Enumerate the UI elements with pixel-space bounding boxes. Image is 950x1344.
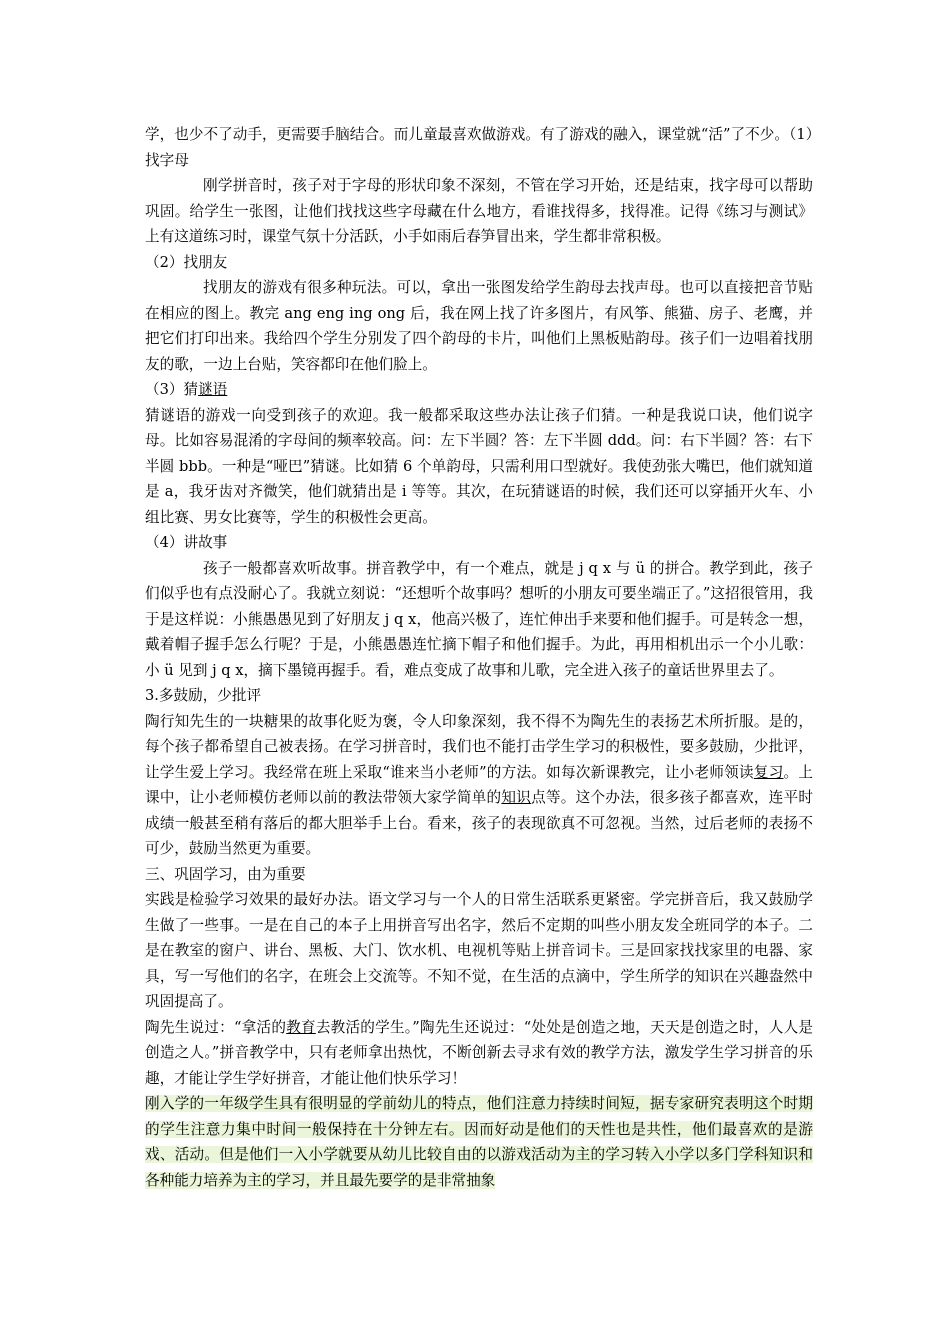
- paragraph-p3: [145, 250, 813, 276]
- underlined-term: 教育: [286, 1018, 316, 1036]
- paragraph-p2: [145, 173, 813, 250]
- text-run: 找朋友的游戏有很多种玩法。可以，拿出一张图发给学生韵母去找声母。也可以直接把音节贴在相应的图上。教完 ang eng ing ong 后，我在网上找了许多图片，有风筝、熊猫、房子、老鹰，并把它们打印出来。我给四个学生分别发了四个韵母的卡片，叫他们上黑板贴韵母。孩子们一边唱着找朋友的歌，一边上台贴，笑容都印在他们脸上。: [145, 279, 813, 373]
- text-run: （4）讲故事: [145, 534, 228, 551]
- text-run: 三、巩固学习，由为重要: [145, 865, 306, 883]
- text-run: 刚学拼音时，孩子对于字母的形状印象不深刻，不管在学习开始，还是结束，找字母可以帮助巩固。给学生一张图，让他们找找这些字母藏在什么地方，看谁找得多，找得准。记得《练习与测试》上有这道练习时，课堂气氛十分活跃，小手如雨后春笋冒出来，学生都非常积极。: [145, 177, 813, 245]
- text-run: 学，也少不了动手，更需要手脑结合。而儿童最喜欢做游戏。有了游戏的融入，课堂就“活”了不少。（1）找字母: [145, 126, 813, 169]
- paragraph-p9: [145, 683, 813, 709]
- underlined-term: 复习: [753, 763, 784, 781]
- paragraph-p6: [145, 403, 813, 531]
- text-run: 陶先生说过：“拿活的: [145, 1018, 287, 1036]
- paragraph-p11: [145, 862, 813, 888]
- text-run: 陶行知先生的一块糖果的故事化贬为褒，令人印象深刻，我不得不为陶先生的表扬艺术所折服。是的，每个孩子都希望自己被表扬。在学习拼音时，我们也不能打击学生学习的积极性，要多鼓励，少批评，让学生爱上学习。我经常在班上采取“谁来当小老师”的方法。如每次新课教完，让小老师领读: [145, 712, 813, 781]
- paragraph-p1: [145, 122, 813, 173]
- paragraph-p12: [145, 887, 813, 1015]
- text-run: 猜谜语的游戏一向受到孩子的欢迎。我一般都采取这些办法让孩子们猜。一种是我说口诀，他们说字母。比如容易混淆的字母间的频率较高。问：左下半圆？答：左下半圆 ddd。问：右下半圆？答：右下半圆 bbb。一种是“哑巴”猜谜。比如猜 6 个单韵母，只需利用口型就好。我使劲张大嘴巴，他们就知道是 a，我牙齿对齐微笑，他们就猜出是 i 等等。其次，在玩猜谜语的时候，我们还可以穿插开火车、小组比赛、男女比赛等，学生的积极性会更高。: [145, 406, 813, 526]
- paragraph-p4: [145, 275, 813, 377]
- text-run: 实践是检验学习效果的最好办法。语文学习与一个人的日常生活联系更紧密。学完拼音后，我又鼓励学生做了一些事。一是在自己的本子上用拼音写出名字，然后不定期的叫些小朋友发全班同学的本子。二是在教室的窗户、讲台、黑板、大门、饮水机、电视机等贴上拼音词卡。三是回家找找家里的电器、家具，写一写他们的名字，在班会上交流等。不知不觉，在生活的点滴中，学生所学的知识在兴趣盎然中巩固提高了。: [145, 891, 813, 1010]
- text-run: 3.多鼓励，少批评: [145, 687, 262, 704]
- underlined-term: 知识: [501, 789, 532, 806]
- paragraph-p7: [145, 530, 813, 556]
- text-run: 点等。这个办法，很多孩子都喜欢，连平时成绩一般甚至稍有落后的都大胆举手上台。看来，孩子的表现欲真不可忽视。当然，过后老师的表扬不可少，鼓励当然更为重要。: [145, 789, 813, 857]
- document-body: [145, 122, 813, 1193]
- paragraph-p13: [145, 1015, 813, 1092]
- paragraph-p8: [145, 556, 813, 684]
- paragraph-p14: [145, 1091, 813, 1193]
- paragraph-p5: [145, 377, 813, 403]
- text-run: （3）猜: [145, 381, 199, 398]
- text-run: 刚入学的一年级学生具有很明显的学前幼儿的特点，他们注意力持续时间短，据专家研究表明这个时期的学生注意力集中时间一般保持在十分钟左右。因而好动是他们的天性也是共性，他们最喜欢的是游戏、活动。但是他们一入小学就要从幼儿比较自由的以游戏活动为主的学习转入小学以多门学科知识和各种能力培养为主的学习，并且最先要学的是非常抽象: [145, 1095, 813, 1189]
- text-run: 去教活的学生。”陶先生还说过：“处处是创造之地，天天是创造之时，人人是创造之人。”拼音教学中，只有老师拿出热忱，不断创新去寻求有效的教学方法，激发学生学习拼音的乐趣，才能让学生学好拼音，才能让他们快乐学习！: [145, 1018, 813, 1087]
- text-run: 。上课中，让小老师模仿老师以前的教法带领大家学简单的: [145, 763, 813, 806]
- text-run: 孩子一般都喜欢听故事。拼音教学中，有一个难点，就是 j q x 与 ü 的拼合。教学到此，孩子们似乎也有点没耐心了。我就立刻说：“还想听个故事吗？想听的小朋友可要坐端正了。”这招很管用，我于是这样说：小熊愚愚见到了好朋友 j q x，他高兴极了，连忙伸出手来要和他们握手。可是转念一想，戴着帽子握手怎么行呢？于是，小熊愚愚连忙摘下帽子和他们握手。为此，再用相机出示一个小儿歌：小 ü 见到 j q x，摘下墨镜再握手。看，难点变成了故事和儿歌，完全进入孩子的童话世界里去了。: [145, 559, 813, 679]
- paragraph-p10: [145, 709, 813, 862]
- underlined-term: 谜语: [198, 381, 228, 398]
- text-run: （2）找朋友: [145, 253, 228, 271]
